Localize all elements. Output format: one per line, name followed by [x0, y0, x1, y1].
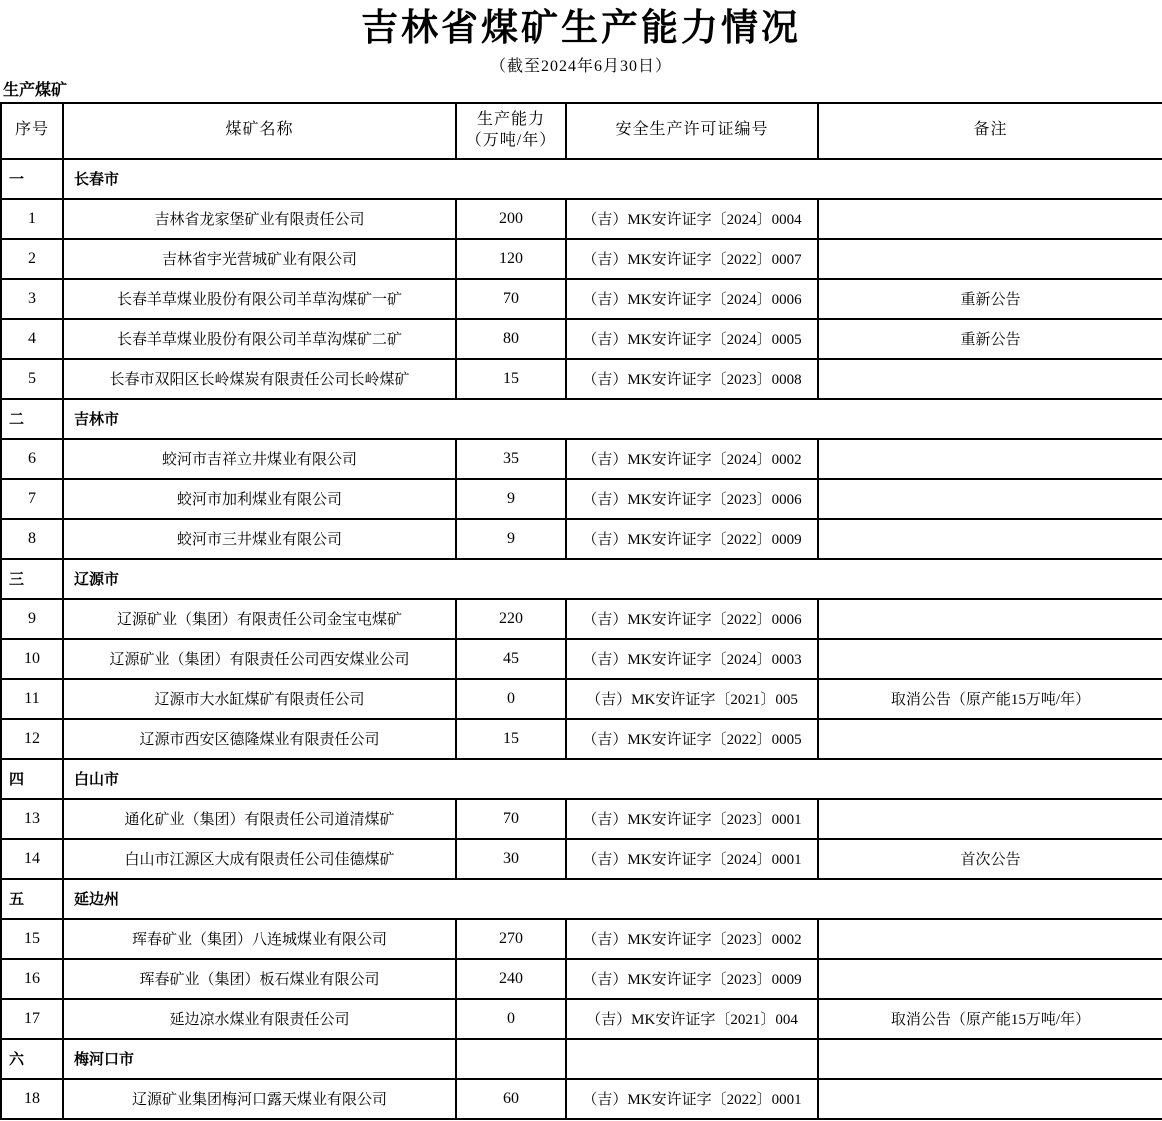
header-row	[1, 103, 1162, 159]
city-section-row	[1, 759, 1162, 799]
seq-cell: 18	[1, 1079, 63, 1119]
license-cell: （吉）MK安许证字〔2024〕0003	[566, 639, 818, 679]
page-title: 吉林省煤矿生产能力情况	[361, 8, 801, 49]
mine-row	[1, 959, 1162, 999]
mine-name-cell: 蛟河市加利煤业有限公司	[63, 479, 456, 519]
seq-cell: 6	[1, 439, 63, 479]
header-remark: 备注	[818, 103, 1162, 159]
mine-name-cell: 吉林省龙家堡矿业有限责任公司	[63, 199, 456, 239]
mine-row	[1, 999, 1162, 1039]
mine-name-cell: 延边凉水煤业有限责任公司	[63, 999, 456, 1039]
table-section-label: 生产煤矿	[3, 81, 68, 99]
capacity-cell: 200	[456, 199, 566, 239]
remark-cell	[818, 959, 1162, 999]
header-capacity-line2: （万吨/年）	[465, 131, 557, 149]
mine-name-cell: 蛟河市吉祥立井煤业有限公司	[63, 439, 456, 479]
remark-cell	[818, 199, 1162, 239]
license-cell: （吉）MK安许证字〔2024〕0002	[566, 439, 818, 479]
license-cell: （吉）MK安许证字〔2024〕0005	[566, 319, 818, 359]
city-section-row	[1, 879, 1162, 919]
capacity-cell: 9	[456, 519, 566, 559]
mine-row	[1, 239, 1162, 279]
seq-cell: 3	[1, 279, 63, 319]
seq-cell: 8	[1, 519, 63, 559]
mine-name-cell: 辽源市大水缸煤矿有限责任公司	[63, 679, 456, 719]
capacity-cell: 0	[456, 999, 566, 1039]
mine-row	[1, 479, 1162, 519]
license-cell: （吉）MK安许证字〔2021〕004	[566, 999, 818, 1039]
mine-row	[1, 639, 1162, 679]
section-seq-cell: 二	[1, 399, 63, 439]
city-name-cell: 辽源市	[63, 559, 1162, 599]
mine-name-cell: 辽源市西安区德隆煤业有限责任公司	[63, 719, 456, 759]
capacity-cell: 9	[456, 479, 566, 519]
mine-name-cell: 辽源矿业（集团）有限责任公司西安煤业公司	[63, 639, 456, 679]
license-cell: （吉）MK安许证字〔2022〕0006	[566, 599, 818, 639]
seq-cell: 17	[1, 999, 63, 1039]
remark-cell: 取消公告（原产能15万吨/年）	[818, 679, 1162, 719]
license-cell: （吉）MK安许证字〔2021〕005	[566, 679, 818, 719]
license-cell: （吉）MK安许证字〔2022〕0009	[566, 519, 818, 559]
remark-cell	[818, 359, 1162, 399]
remark-cell	[818, 719, 1162, 759]
seq-cell: 2	[1, 239, 63, 279]
header-capacity	[456, 103, 566, 159]
capacity-cell: 30	[456, 839, 566, 879]
section-seq-cell: 五	[1, 879, 63, 919]
header-capacity-line1: 生产能力	[476, 110, 545, 128]
mine-name-cell: 白山市江源区大成有限责任公司佳德煤矿	[63, 839, 456, 879]
section-seq-cell: 四	[1, 759, 63, 799]
license-cell: （吉）MK安许证字〔2022〕0007	[566, 239, 818, 279]
mine-row	[1, 1079, 1162, 1119]
section-seq-cell: 三	[1, 559, 63, 599]
capacity-cell: 240	[456, 959, 566, 999]
remark-cell	[818, 239, 1162, 279]
license-cell: （吉）MK安许证字〔2023〕0001	[566, 799, 818, 839]
header-mine-name: 煤矿名称	[63, 103, 456, 159]
license-cell: （吉）MK安许证字〔2023〕0006	[566, 479, 818, 519]
seq-cell: 1	[1, 199, 63, 239]
mine-row	[1, 599, 1162, 639]
mine-row	[1, 199, 1162, 239]
section-seq-cell: 六	[1, 1039, 63, 1079]
city-name-cell: 延边州	[63, 879, 1162, 919]
remark-cell	[818, 639, 1162, 679]
mine-name-cell: 辽源矿业集团梅河口露天煤业有限公司	[63, 1079, 456, 1119]
seq-cell: 7	[1, 479, 63, 519]
capacity-cell: 120	[456, 239, 566, 279]
remark-cell: 重新公告	[818, 319, 1162, 359]
remark-cell	[818, 919, 1162, 959]
remark-cell	[818, 1079, 1162, 1119]
seq-cell: 10	[1, 639, 63, 679]
city-name-cell: 吉林市	[63, 399, 1162, 439]
mine-row	[1, 319, 1162, 359]
page-subtitle: （截至2024年6月30日）	[489, 57, 672, 75]
license-cell: （吉）MK安许证字〔2023〕0002	[566, 919, 818, 959]
city-name-cell: 白山市	[63, 759, 1162, 799]
seq-cell: 5	[1, 359, 63, 399]
mine-name-cell: 通化矿业（集团）有限责任公司道清煤矿	[63, 799, 456, 839]
seq-cell: 13	[1, 799, 63, 839]
remark-cell: 首次公告	[818, 839, 1162, 879]
remark-cell	[818, 599, 1162, 639]
mine-name-cell: 珲春矿业（集团）板石煤业有限公司	[63, 959, 456, 999]
capacity-cell: 220	[456, 599, 566, 639]
production-table	[0, 102, 1162, 1120]
mine-name-cell: 长春羊草煤业股份有限公司羊草沟煤矿一矿	[63, 279, 456, 319]
license-cell: （吉）MK安许证字〔2023〕0009	[566, 959, 818, 999]
section-seq-cell: 一	[1, 159, 63, 199]
seq-cell: 12	[1, 719, 63, 759]
city-name-cell: 长春市	[63, 159, 1162, 199]
seq-cell: 11	[1, 679, 63, 719]
license-cell: （吉）MK安许证字〔2022〕0001	[566, 1079, 818, 1119]
capacity-cell: 15	[456, 359, 566, 399]
remark-cell	[818, 439, 1162, 479]
remark-cell	[818, 799, 1162, 839]
capacity-cell: 60	[456, 1079, 566, 1119]
remark-cell: 取消公告（原产能15万吨/年）	[818, 999, 1162, 1039]
license-cell: （吉）MK安许证字〔2024〕0001	[566, 839, 818, 879]
capacity-cell	[456, 1039, 566, 1079]
capacity-cell: 270	[456, 919, 566, 959]
table-body	[1, 159, 1162, 1119]
seq-cell: 16	[1, 959, 63, 999]
city-section-row	[1, 559, 1162, 599]
mine-name-cell: 长春市双阳区长岭煤炭有限责任公司长岭煤矿	[63, 359, 456, 399]
license-cell: （吉）MK安许证字〔2024〕0004	[566, 199, 818, 239]
mine-row	[1, 679, 1162, 719]
remark-cell: 重新公告	[818, 279, 1162, 319]
mine-row	[1, 719, 1162, 759]
city-section-row	[1, 1039, 1162, 1079]
license-cell: （吉）MK安许证字〔2024〕0006	[566, 279, 818, 319]
seq-cell: 14	[1, 839, 63, 879]
mine-row	[1, 519, 1162, 559]
capacity-cell: 70	[456, 799, 566, 839]
remark-cell	[818, 479, 1162, 519]
remark-cell	[818, 1039, 1162, 1079]
mine-name-cell: 蛟河市三井煤业有限公司	[63, 519, 456, 559]
mine-row	[1, 839, 1162, 879]
seq-cell: 9	[1, 599, 63, 639]
mine-name-cell: 吉林省宇光营城矿业有限公司	[63, 239, 456, 279]
capacity-cell: 80	[456, 319, 566, 359]
seq-cell: 15	[1, 919, 63, 959]
mine-name-cell: 辽源矿业（集团）有限责任公司金宝屯煤矿	[63, 599, 456, 639]
mine-row	[1, 279, 1162, 319]
header-seq: 序号	[1, 103, 63, 159]
city-section-row	[1, 159, 1162, 199]
city-section-row	[1, 399, 1162, 439]
capacity-cell: 15	[456, 719, 566, 759]
mine-row	[1, 919, 1162, 959]
city-name-cell: 梅河口市	[63, 1039, 456, 1079]
mine-row	[1, 439, 1162, 479]
license-cell	[566, 1039, 818, 1079]
mine-name-cell: 长春羊草煤业股份有限公司羊草沟煤矿二矿	[63, 319, 456, 359]
capacity-cell: 45	[456, 639, 566, 679]
mine-row	[1, 799, 1162, 839]
capacity-cell: 35	[456, 439, 566, 479]
remark-cell	[818, 519, 1162, 559]
mine-row	[1, 359, 1162, 399]
license-cell: （吉）MK安许证字〔2023〕0008	[566, 359, 818, 399]
capacity-cell: 0	[456, 679, 566, 719]
header-license: 安全生产许可证编号	[566, 103, 818, 159]
capacity-cell: 70	[456, 279, 566, 319]
license-cell: （吉）MK安许证字〔2022〕0005	[566, 719, 818, 759]
mine-name-cell: 珲春矿业（集团）八连城煤业有限公司	[63, 919, 456, 959]
seq-cell: 4	[1, 319, 63, 359]
